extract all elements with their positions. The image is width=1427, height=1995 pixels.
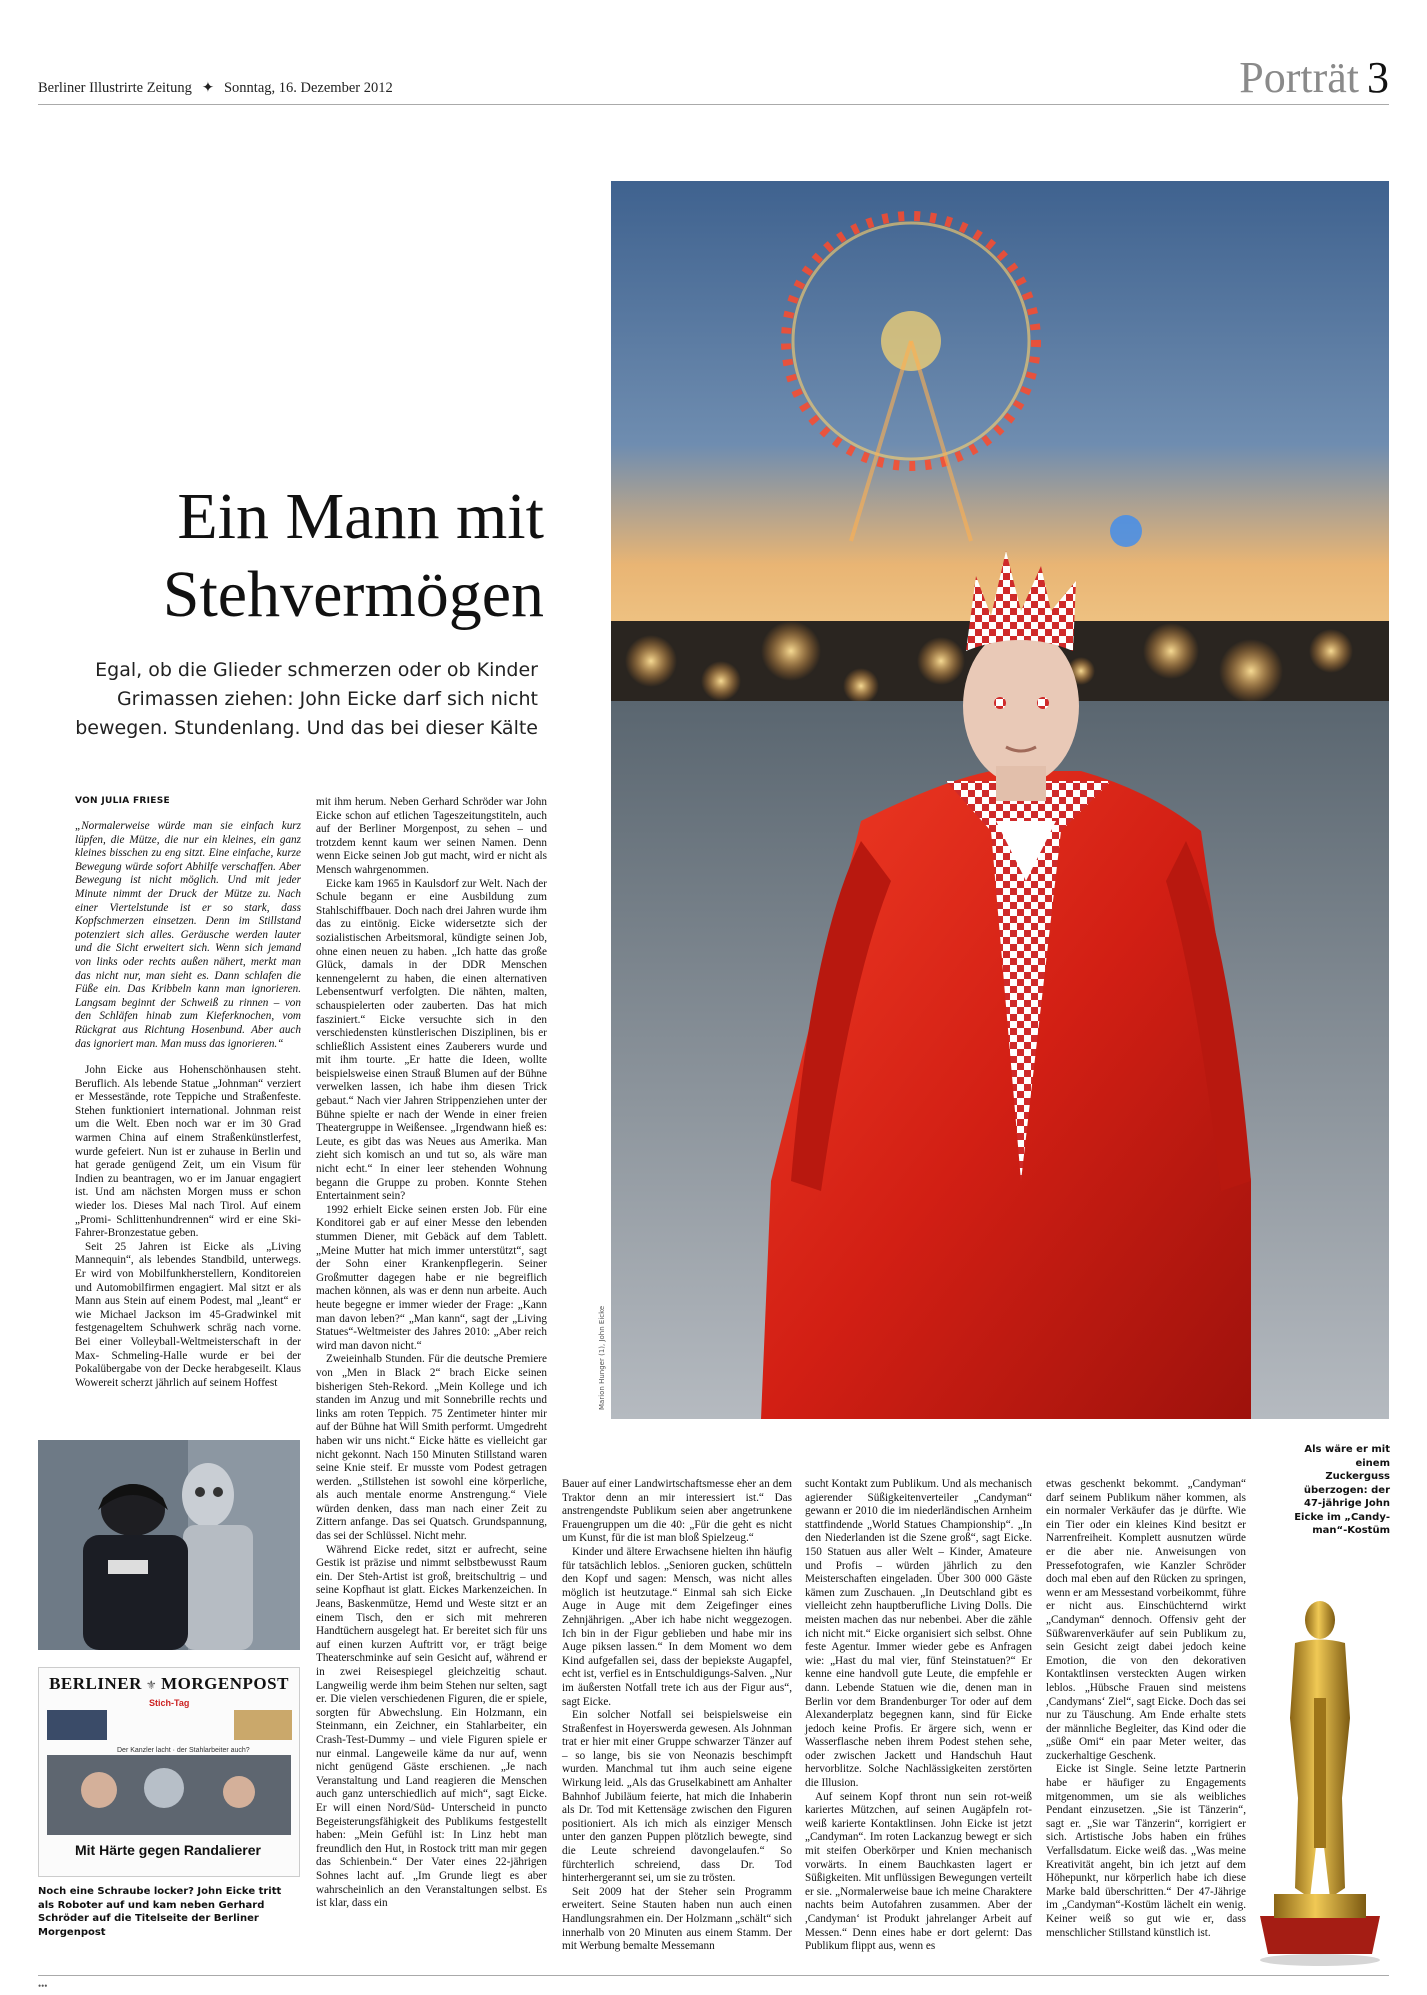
candyman-photo [611, 181, 1389, 1419]
body-paragraph: John Eicke aus Hohenschönhausen steht. Beruflich. Als lebende Statue „Johnman“ verziert er Messestände, rote Teppiche und Straßenfeste. Stehen funktioniert international. Johnman reist um die Welt. Eben noch war er im 30 Grad warmen China auf einem Straßenkünstlerfest, wurde gefeiert. Nun ist er zuhause in Berlin und hat gerade genügend Zeit, um ein Visum für Indien zu beantragen, wo er im Januar engagiert ist. Und am nächsten Morgen muss er schon wieder los. Dieses Mal nach Tirol. Auf einem „Promi- Schlittenhundrennen“ wird er eine Ski-Fahrer-Bronzestatue geben. [75, 1064, 301, 1240]
newspaper-name: Berliner Illustrirte Zeitung [38, 80, 192, 96]
body-paragraph: Während Eicke redet, sitzt er aufrecht, seine Gestik ist präzise und nimmt selbstbewusst Raum ein. Der Steh-Artist ist groß, breitschultrig – und seine Kopfhaut ist glatt. Eickes Markenzeichen. In Jeans, Baskenmütze, Hemd und Weste sitzt er an einem Tisch, den er sich mit mehreren Handtüchern ausgelegt hat. Er bereitet sich für uns auf einen kurzen Auftritt vor, er trägt beige Theaterschminke auf sein Gesicht auf, während er in zwei Reisespiegel gleichzeitig schaut. Langweilig werde ihm beim Stehen nur selten, sagt er. Die vielen verschiedenen Figuren, die er spiele, sorgten für Abwechslung. Ein Holzmann, ein Steinmann, ein Zeichner, ein Stahlarbeiter, ein Crash-Test-Dummy – und viele Figuren spiele er nur einmal. Langeweile käme da nur auf, wenn nicht genügend Gäste erschienen. „Je nach Veranstaltung und Land reagieren die Menschen auch ganz unterschiedlich auf mich“, sagt Eicke. Er will einen Nord/Süd- Unterscheid in puncto Begeisterungsfähigkeit des Publikums festgestellt haben: „Mein Gefühl ist: In Linz hebt man freundlich den Hut, in Rostock tritt man mir gegen das Schienbein.“ Der Vater eines 22-jährigen Sohnes lacht auf. „Im Grunde liegt es aber wahrscheinlich an den Veranstaltungen selbst. Es ist klar, dass ein [316, 1543, 547, 1910]
body-paragraph: Zweieinhalb Stunden. Für die deutsche Premiere von „Men in Black 2“ brach Eicke seinen bisherigen Steh-Rekord. „Mein Kollege und ich standen im Anzug und mit Sonnebrille rechts und links am roten Teppich. 75 Zentimeter hinter mir auf der Bühne hat Will Smith performt. Umgedreht haben wir uns nicht.“ Eicke hätte es vielleicht gar nicht gekonnt. Nach 150 Minuten Stillstand waren seine Knie steif. Er musste vom Podest getragen werden. „Stillstehen ist sowohl eine körperliche, als auch mentale enorme Anstrengung.“ Viele würden denken, dass man nach einer Zeit zu Zittern anfange. Das sei Quatsch. Grundspannung, das sei der Schlüssel. Nicht mehr. [316, 1353, 547, 1543]
headline-line-1: Ein Mann mit [177, 480, 544, 553]
footer-divider [38, 1975, 1389, 1976]
gold-statue-image [1250, 1598, 1390, 1968]
article-column-2 [316, 796, 547, 1911]
byline: VON JULIA FRIESE [75, 796, 170, 806]
article-column-4 [805, 1478, 1032, 1954]
issue-date: Sonntag, 16. Dezember 2012 [223, 80, 393, 96]
body-paragraph: Eicke kam 1965 in Kaulsdorf zur Welt. Nach der Schule begann er eine Ausbildung zum Stahlschiffbauer. Doch nach drei Jahren wurde ihm das zu eintönig. Eicke widersetzte sich der sozialistischen Arbeitsmoral, kündigte seinen Job, ohne einen neuen zu haben. „Ich hatte das große Glück, damals in der DDR Menschen kennengelernt zu haben, die einen alternativen Lebensentwurf verfolgten. Die nähten, malten, schauspielerten oder zauberten. Das hat mich fasziniert.“ Eicke versuchte sich in den verschiedensten künstlerischen Disziplinen, bis er schließlich Assistent eines Zauberers wurde und mit ihm tourte. „Er hatte die Ideen, wollte beispielsweise einen Strauß Blumen auf der Bühne verwelken lassen, ich habe ihm diesen Trick gebaut.“ Nach vier Jahren Strippenziehen unter der Bühne spielte er nach der Wende in einer freien Theatergruppe in Weißensee. „Irgendwann hieß es: Leute, es gibt das was Neues aus Amerika. Man zieht sich komisch an und tut so, als wäre man nicht echt.“ In einer leer stehenden Wohnung begann die Gruppe zu proben. Konnte Stehen Entertainment sein? [316, 877, 547, 1203]
headline [38, 478, 544, 634]
body-paragraph: 1992 erhielt Eicke seinen ersten Job. Für eine Konditorei gab er auf einer Messe den lebenden stummen Diener, mit Gebäck auf dem Tablett. „Meine Mutter hat mich immer unterstützt“, sagt der Sohn einer Krankenpflegerin. Seiner Großmutter dagegen habe er nie begreiflich machen können, als was er denn nun arbeite. Auch heute begegne er immer wieder der Frage: „Kann man davon leben?“ „Man kann“, sagt der „Living Statues“-Weltmeister des Jahres 2010: „Aber reich wird man davon nicht.“ [316, 1203, 547, 1352]
side-photo-caption: Noch eine Schraube locker? John Eicke tritt als Roboter auf und kam neben Gerhard Schröder auf die Titelseite der Berliner Morgenpost [38, 1886, 282, 1938]
section-name: Porträt [1239, 53, 1359, 102]
intro-paragraph: „Normalerweise würde man sie einfach kurz lüpfen, die Mütze, die nur ein kleines, ein ganz kleines bisschen zu eng sitzt. Eine einfache, kurze Bewegung würde sofort Abhilfe verschaffen. Aber Bewegung ist nicht möglich. Und mit jeder Minute nimmt der Druck der Mütze zu. Nach einer Viertelstunde ist er so stark, dass Kopfschmerzen einsetzen. Denn im Stillstand potenziert sich alles. Geräusche werden lauter und die Sicht erweitert sich. Wenn sich jemand von links oder rechts außen nähert, merkt man das nicht nur, man sieht es. Dann schlafen die Füße ein. Das Kribbeln kann man ignorieren. Langsam beginnt der Schweiß zu rinnen – von den Schläfen hinab zum Kieferknochen, vom Rückgrat aus Richtung Hosenbund. Aber auch das ignoriert man. Man muss das ignorieren.“ [75, 820, 301, 1050]
main-photo-caption: Als wäre er mit einem Zuckerguss überzogen: der 47-jährige John Eicke im „Candy-man“-Kostüm [1294, 1444, 1390, 1536]
subheadline-line-3: bewegen. Stundenlang. Und das bei dieser Kälte [75, 717, 538, 739]
body-paragraph: Auf seinem Kopf thront nun sein rot-weiß kariertes Mützchen, auf seinen Augäpfeln rot-weiß karierte Kontaktlinsen. John Eicke ist jetzt „Candyman“. Im roten Lackanzug bewegt er sich mit steifen Oberkörper und Knien mechanisch vorwärts. In einem Bauchkasten lagert er Süßigkeiten. Mit unflüssigen Bewegungen verteilt er sie. „Normalerweise baue ich meine Charaktere nachts beim Autofahren zusammen. Aber der ,Candyman‘ ist Produkt jahrelanger Arbeit auf Messen.“ Denn eines habe er dort gelernt: Das Publikum flippt aus, wenn es [805, 1790, 1032, 1953]
morgenpost-front-page [38, 1667, 300, 1877]
robot-photo-image [38, 1440, 300, 1650]
paper-crest-icon: ⚜ [145, 1678, 158, 1692]
paper-masthead: BERLINER ⚜ MORGENPOST [49, 1674, 289, 1693]
article-column-3 [562, 1478, 792, 1954]
body-paragraph: etwas geschenkt bekommt. „Candyman“ darf seinem Publikum näher kommen, als ein normaler Verkäufer das je dürfte. Wie ein Tier oder ein kleines Kind besitzt er Narrenfreiheit. Komplett ausnutzen würde er die aber nie. Anweisungen von Pressefotografen, wie Kanzler Schröder doch mal eben auf den Rücken zu springen, wenn er am Messestand vorbeikommt, führe er nicht aus. Einschüchternd wirkt „Candyman“ dennoch. Offensiv geht der Süßwarenverkäufer auf sein Publikum zu, sein Gesicht zeigt dabei jedoch keine Emotion, die von den dekorativen Kontaktlinsen versteckten Augen wirken leblos. „Hübsche Frauen sind meistens ,Candymans‘ Ziel“, sagt Eicke. Doch das sei nur zu Täuschung. Am Ende erhalte stets der männliche Begleiter, das Kind oder die „süße Omi“ ein paar Meter weiter, das zuckerhaltige Geschenk. [1046, 1478, 1246, 1762]
body-paragraph: Eicke ist Single. Seine letzte Partnerin habe er häufiger zu Engagements mitgenommen, um sie als weibliches Pendant einzusetzen. „Sie ist Tänzerin“, sagt er. „Sie war Tänzerin“, korrigiert er sich. Artistische Jobs haben ein frühes Verfallsdatum. Eicke weiß das. „Was meine Kreativität angeht, bin ich jetzt auf dem Höhepunkt, nur körperlich habe ich diese Marke bald überschritten.“ Der 47-Jährige im „Candyman“-Kostüm lächelt ein wenig. Keiner weiß so gut wie er, dass menschlicher Stillstand künstlich ist. [1046, 1763, 1246, 1939]
article-column-5 [1046, 1478, 1246, 1940]
header-divider [38, 104, 1389, 105]
paper-photos [39, 1710, 299, 1840]
paper-tag: Stich-Tag [149, 1698, 190, 1708]
paper-subline: Der Kanzler lacht · der Stahlarbeiter auch? [117, 1747, 250, 1754]
article-column-1 [75, 820, 301, 1390]
body-paragraph: sucht Kontakt zum Publikum. Und als mechanisch agierender Süßigkeitenverteiler „Candyman“ gewann er 2010 die im niederländischen Arnheim stattfindende „World Statues Championship“. „In den Niederlanden ist die Szene groß“, sagt Eicke. 150 Statuen aus aller Welt – Kinder, Amateure und Profis – würden jährlich zu den Meisterschaften eingeladen. Über 300 000 Gäste kämen zum Zuschauen. „In Deutschland gibt es vielleicht zehn hauptberufliche Living Dolls. Die meisten machen das nur nebenbei. Aber die zähle ich nicht mit.“ Eicke organisiert sich selbst. Ohne feste Agentur. Immer wieder gebe es Anfragen wie: „Hast du mal vier, fünf Steinstatuen?“ Er kenne eine handvoll gute Leute, die empfehle er dann. Lebende Statuen wie die, denen man in Berlin vor dem Brandenburger Tor oder auf dem Alexanderplatz begegnen kann, sind für Eicke jedoch keine Profis. Er ärgere sich, wenn er Wasserflasche neben ihrem Podest stehen sehe, oder zwischen Jackett und Handschuh Haut hervorblitze. Solche Nachlässigkeiten zerstörten die Illusion. [805, 1478, 1032, 1790]
page-number: 3 [1367, 53, 1389, 102]
body-paragraph: mit ihm herum. Neben Gerhard Schröder war John Eicke schon auf etlichen Tageszeitungstiteln, auch auf der Berliner Morgenpost, zu sehen – und trotzdem kennt kaum wer seinen Namen. Denn wenn Eicke seinen Job gut macht, wird er nicht als Mensch wahrgenommen. [316, 796, 547, 876]
body-paragraph: Ein solcher Notfall sei beispielsweise ein Straßenfest in Hoyerswerda gewesen. Als Johnman trat er hier mit einer Gruppe schwarzer Tänzer auf – so lange, bis sie von Neonazis beschimpft wurden. Manchmal tut ihm auch seine eigene Wirkung leid. „Als das Gruselkabinett am Anhalter Bahnhof Jubiläum feierte, hat mich die Inhaberin als Dr. Tod mit Kettensäge zwischen den Figuren positioniert. Als ich mich als einziger Mensch unter den ganzen Puppen plötzlich bewegte, sind die Leute schreiend davongelaufen.“ So fürchterlich schreiend, dass Dr. Tod hinterhergerannt sei, um sie zu trösten. [562, 1709, 792, 1885]
body-paragraph: Kinder und ältere Erwachsene hielten ihn häufig für tatsächlich leblos. „Senioren gucken, schütteln den Kopf und sagen: Mensch, was nicht alles möglich ist heutzutage.“ Einmal sah sich Eicke Auge in Auge mit dem Zeigefinger eines Zehnjährigen. „Aber ich habe nicht weggezogen. Ich bin in der Figur geblieben und habe mir ins Auge piksen lassen.“ In dem Moment wo dem Kind aufgefallen sei, dass der bepiekste Augapfel, echt ist, verfiel es in Entschuldigungs-Salven. „Nur im äußersten Notfall trete ich aus der Figur aus“, sagt Eicke. [562, 1545, 792, 1708]
subheadline-line-2: Grimassen ziehen: John Eicke darf sich nicht [116, 688, 538, 710]
body-paragraph: Bauer auf einer Landwirtschaftsmesse eher an dem Traktor denn an mir interessiert ist.“ Das anstrengendste Publikum seien aber angetrunkene Frauengruppen um die 40: „Für die geht es nicht um Kunst, für die ist man bloß Spielzeug.“ [562, 1478, 792, 1545]
section-label [1239, 52, 1389, 103]
footer-dots: ••• [38, 1981, 48, 1991]
body-paragraph: Seit 2009 hat der Steher sein Programm erweitert. Seine Stauten haben nun auch einen Handlungsrahmen ein. Der Holzmann „schält“ sich innerhalb von 20 Minuten aus einem Stamm. Der mit Werbung bemalte Messemann [562, 1885, 792, 1953]
star-icon: ✦ [201, 80, 214, 96]
paper-headline: Mit Härte gegen Randalierer [75, 1842, 261, 1858]
main-photo [611, 181, 1389, 1419]
body-paragraph: Seit 25 Jahren ist Eicke als „Living Mannequin“, als lebendes Standbild, unterwegs. Er wird von Mobilfunkherstellern, Konditoreien und Automobilfirmen engagiert. Mal sitzt er als Mann aus Stein auf einem Podest, mal „leant“ er wie Michael Jackson im 45-Gradwinkel mit festgenageltem Schuhwerk schräg nach vorne. Bei einer Volleyball-Weltmeisterschaft in der Max- Schmeling-Halle wurde er bei der Pokalübergabe von der Decke herabgeseilt. Klaus Wowereit scherzt jährlich auf seinem Hoffest [75, 1240, 301, 1389]
page-header [38, 80, 393, 97]
photo-credit: Marion Hunger (1), John Eicke [598, 1305, 606, 1410]
subheadline [38, 656, 538, 743]
robot-photo [38, 1440, 300, 1650]
headline-line-2: Stehvermögen [162, 558, 544, 631]
oscar-statue [1250, 1598, 1390, 1968]
subheadline-line-1: Egal, ob die Glieder schmerzen oder ob Kinder [95, 659, 538, 681]
